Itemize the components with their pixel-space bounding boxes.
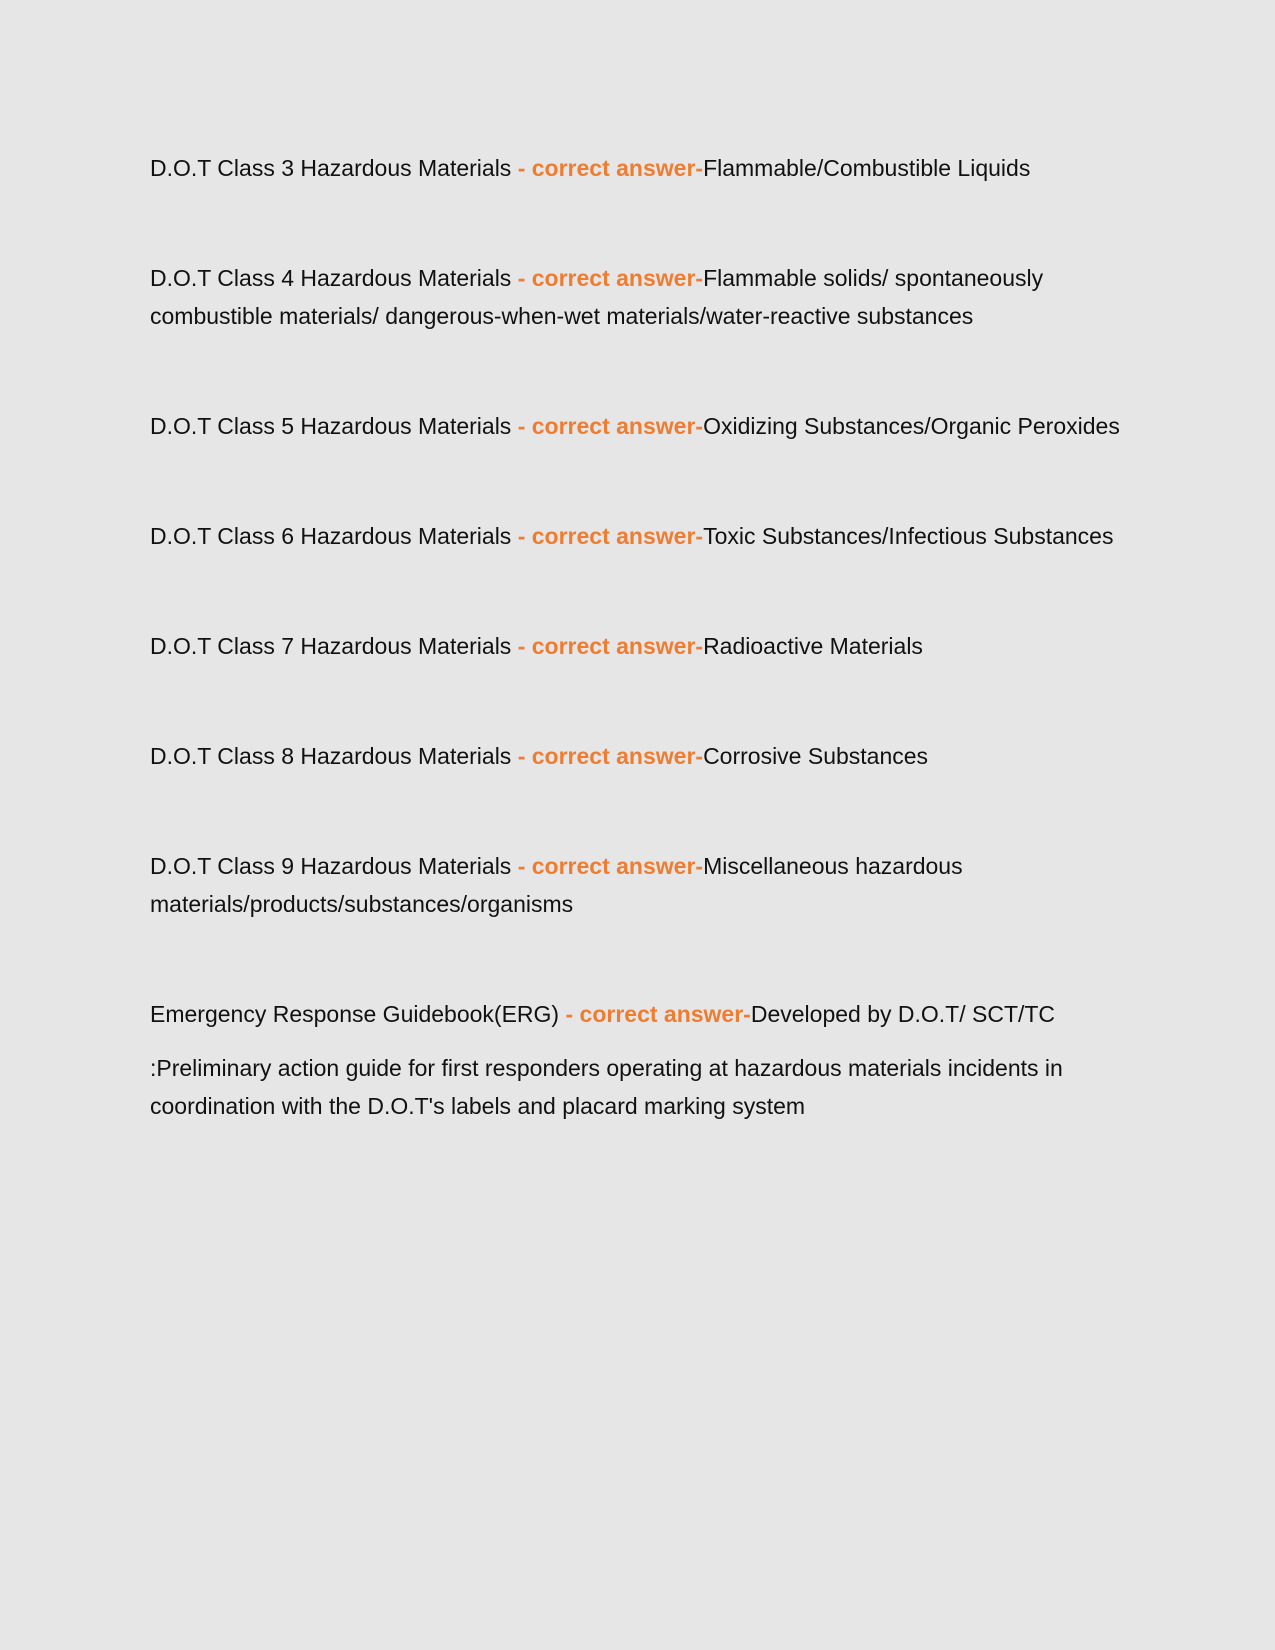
answer: Flammable solids/ spontaneously combustible materials/ dangerous-when-wet materials/water-reactive substances [150,265,1044,329]
flashcard-entry [150,259,1125,335]
flashcard-entry [150,737,1125,775]
answer: Developed by D.O.T/ SCT/TC [750,1001,1056,1027]
term: Emergency Response Guidebook(ERG) [150,1001,560,1027]
answer-separator: - correct answer- [511,155,704,181]
flashcard-entry [150,517,1125,555]
answer: Miscellaneous hazardous materials/products/substances/organisms [150,853,963,917]
answer: Flammable/Combustible Liquids [703,155,1031,181]
answer: Corrosive Substances [703,743,929,769]
flashcard-entry [150,407,1125,445]
answer-separator: - correct answer- [559,1001,751,1027]
answer-separator: - correct answer- [511,633,704,659]
flashcard-entry [150,627,1125,665]
term: D.O.T Class 4 Hazardous Materials [150,265,512,291]
answer-separator: - correct answer- [511,413,704,439]
term: D.O.T Class 6 Hazardous Materials [150,523,512,549]
answer-separator: - correct answer- [511,265,704,291]
answer-separator: - correct answer- [511,523,704,549]
answer: Toxic Substances/Infectious Substances [703,523,1114,549]
flashcard-entry [150,995,1125,1033]
answer-separator: - correct answer- [511,743,704,769]
term: D.O.T Class 8 Hazardous Materials [150,743,512,769]
answer-separator: - correct answer- [511,853,704,879]
answer: Oxidizing Substances/Organic Peroxides [703,413,1120,439]
flashcard-entry [150,149,1125,187]
term: D.O.T Class 7 Hazardous Materials [150,633,512,659]
answer: Radioactive Materials [703,633,923,659]
term: D.O.T Class 5 Hazardous Materials [150,413,512,439]
erg-note: :Preliminary action guide for first responders operating at hazardous materials incidents in coordination with the D.O.T's labels and placard marking system [150,1055,1063,1119]
document-page [150,149,1125,1125]
flashcard-entry [150,847,1125,923]
term: D.O.T Class 3 Hazardous Materials [150,155,512,181]
term: D.O.T Class 9 Hazardous Materials [150,853,512,879]
